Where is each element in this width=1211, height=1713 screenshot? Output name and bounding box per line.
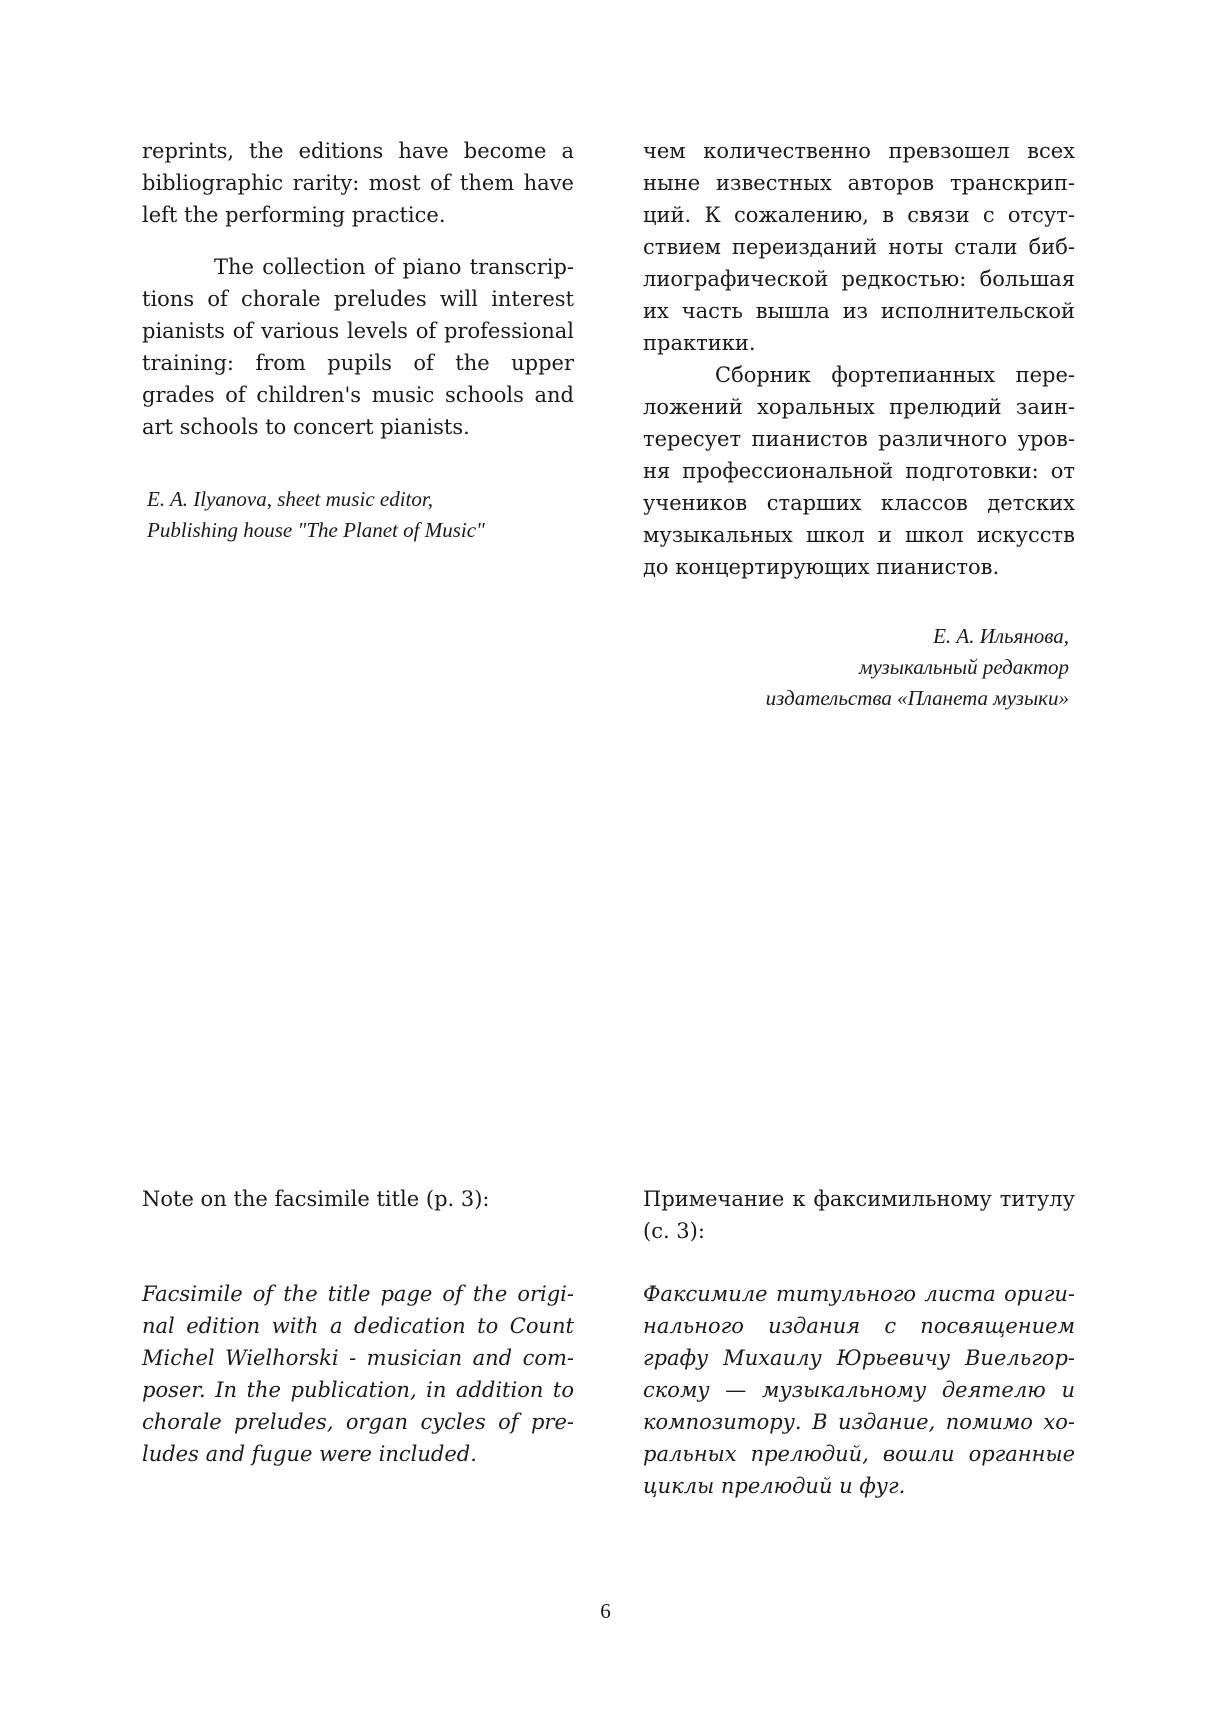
english-paragraph-1: reprints, the editions have become a bibliographic rarity: most of them have left the performing practice. [142,139,574,227]
english-note-heading: Note on the facsimile title (p. 3): [142,1187,490,1211]
russian-signature-line-1: Е. А. Ильянова, [933,624,1069,648]
english-paragraph-2: The collection of piano transcriptions of chorale preludes will interest pianists of various levels of professional training: from pupils of the upper grades of children's music schools and art schools to concert pianists. [142,255,574,439]
english-signature-line-2: Publishing house "The Planet of Music" [147,518,485,542]
russian-note-body: Факсимиле титульного листа оригинального издания с посвящением графу Михаилу Юрьевичу Виельгорскому — музыкальному деятелю и композитору. В издание, помимо хоральных прелюдий, вошли органные циклы прелюдий и фуг. [643,1282,1075,1498]
russian-signature [766,621,1069,714]
english-column [142,135,574,443]
english-signature [147,484,485,546]
russian-paragraph-1: чем количественно превзошел всех ныне известных авторов транскрипций. К сожалению, в связи с отсутствием переизданий ноты стали библиографической редкостью: большая их часть вышла из исполнительской практики. [643,139,1075,355]
russian-signature-line-2: музыкальный редактор [859,655,1069,679]
english-note-body: Facsimile of the title page of the original edition with a dedication to Count Michel Wielhorski - musician and composer. In the publication, in addition to chorale preludes, organ cycles of preludes and fugue were included. [142,1282,574,1466]
english-signature-line-1: E. A. Ilyanova, sheet music editor, [147,487,433,511]
russian-column [643,135,1075,583]
russian-note-heading: Примечание к факсимильному титулу (с. 3): [643,1187,1075,1243]
page-number: 6 [600,1599,611,1623]
russian-paragraph-2: Сборник фортепианных переложений хоральных прелюдий заинтересует пианистов различного уровня профессиональной подготовки: от учеников старших классов детских музыкальных школ и школ искусств до концертирующих пианистов. [643,363,1075,579]
russian-signature-line-3: издательства «Планета музыки» [765,686,1069,710]
